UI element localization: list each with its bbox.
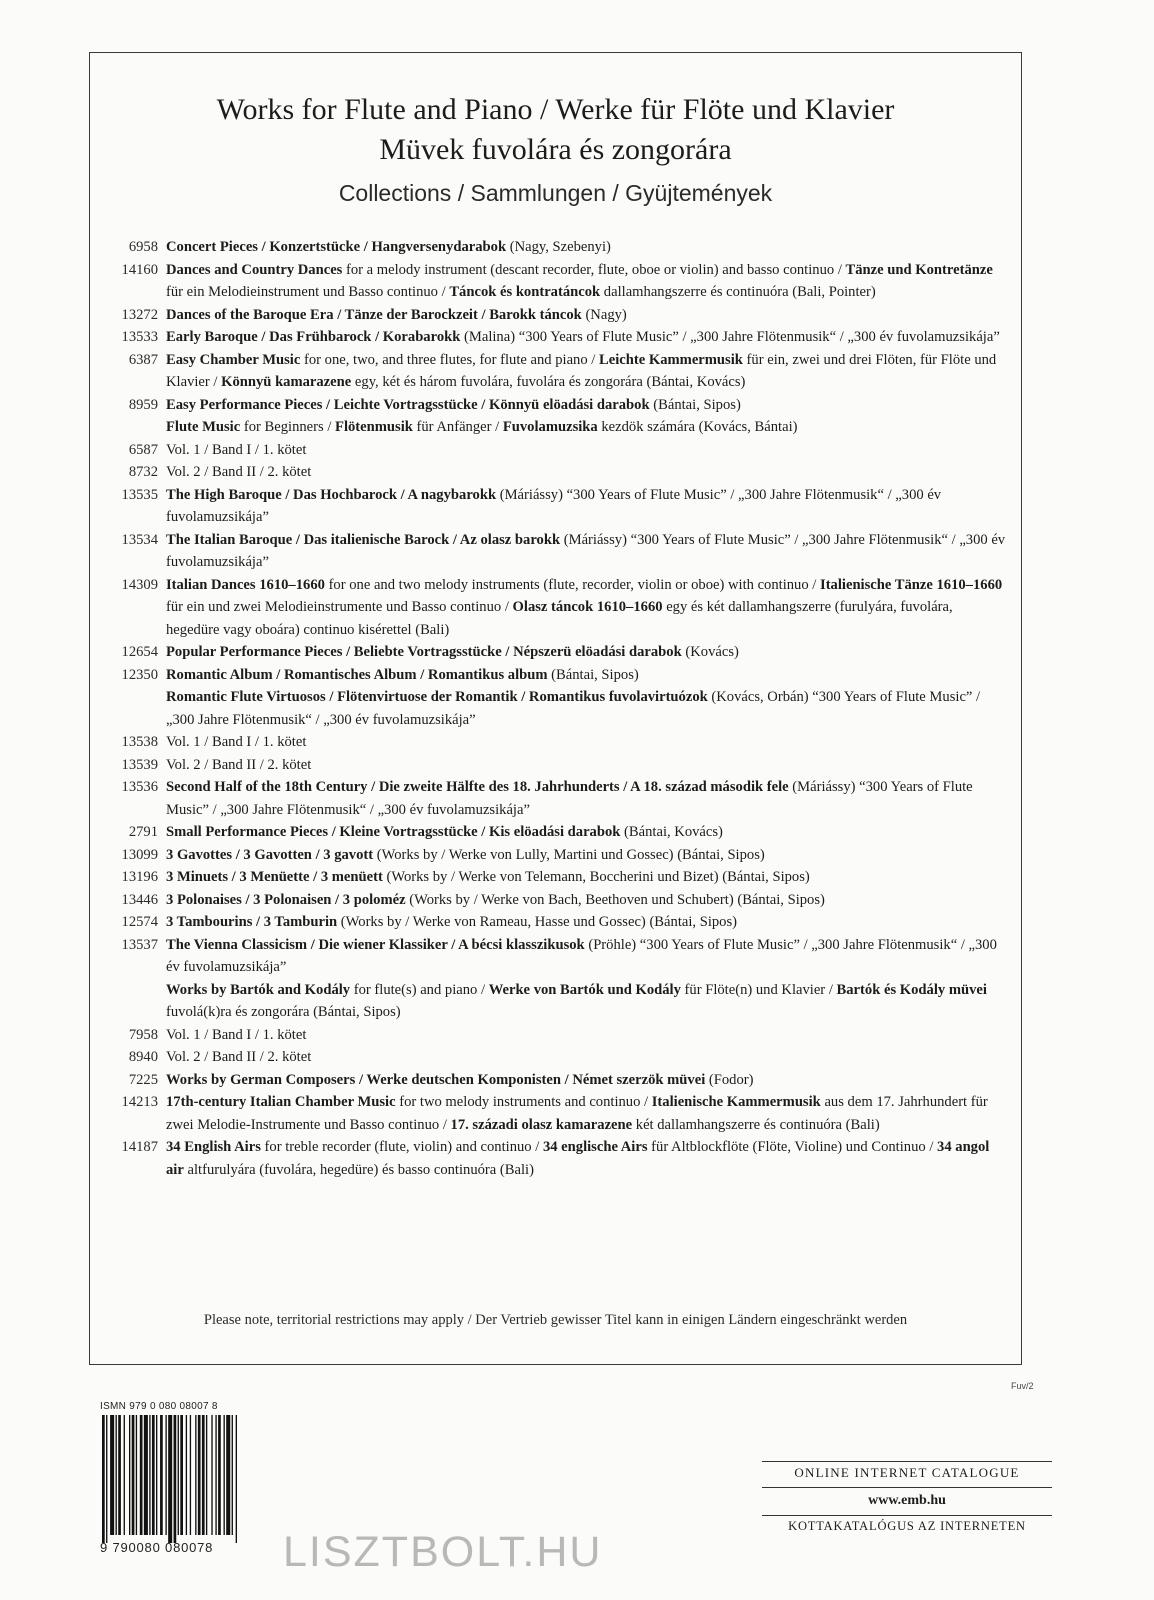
catalog-title [166,394,1006,417]
catalog-entry [90,1069,1021,1092]
title-detail: for one, two, and three flutes, for flute and piano / [300,351,600,368]
title-bold: Tänze und Kontretänze [845,261,993,278]
section-subtitle: Collections / Sammlungen / Gyüjtemények [338,180,773,206]
title-bold: 34 angol air [166,1139,990,1178]
online-catalogue-box [762,1461,1052,1537]
barcode-bar [129,1415,130,1535]
barcode-bar [136,1415,137,1535]
barcode-bar [178,1415,179,1535]
title-bold: Dances and Country Dances [166,261,343,278]
catalog-entry [90,889,1021,912]
title-detail: (Malina) “300 Years of Flute Music” / „300 Jahre Flötenmusik“ / „300 év fuvolamuzsikája” [460,329,1000,345]
barcode-bar [215,1415,216,1535]
title-bold: The Italian Baroque / Das italienische Barock / Az olasz barokk [166,531,561,548]
barcode-bar [186,1415,187,1535]
catalog-entry [90,416,1021,439]
barcode-bar [232,1415,233,1535]
title-detail: két dallamhangszerre és continuóra (Bali) [632,1116,880,1133]
barcode-bar [152,1415,155,1535]
title-detail: aus dem 17. Jahrhundert für zwei Melodie-Instrumente und Basso continuo / [166,1094,988,1133]
title-detail: (Bántai, Sipos) [649,396,741,413]
catalog-number: 7225 [128,1071,158,1088]
title-detail: (Máriássy) “300 Years of Flute Music” / „300 Jahre Flötenmusik“ / „300 év fuvolamuzsikája” [166,486,942,525]
catalog-title [166,326,1006,349]
barcode-bar [132,1415,135,1535]
watermark-text: LISZTBOLT.HU [283,1528,603,1576]
catalog-number: 13539 [121,756,158,773]
title-bold: Dances of the Baroque Era / Tänze der Barockzeit / Barokk táncok [166,306,582,323]
title-detail: (Bántai, Sipos) [547,666,639,683]
title-detail: für Anfänger / [412,419,503,435]
barcode-bar [236,1415,237,1543]
title-bold: Second Half of the 18th Century / Die zweite Hälfte des 18. Jahrhunderts / A 18. század második fele [166,779,789,795]
title-bold: The High Baroque / Das Hochbarock / A nagybarokk [166,486,497,503]
title-detail: fuvolá(k)ra és zongorára (Bántai, Sipos) [166,1004,401,1020]
product-code: Fuv/2 [1011,1381,1034,1391]
title-detail: (Nagy, Szebenyi) [506,239,611,255]
catalog-title [166,529,1006,574]
title-detail: egy, két és három fuvolára, fuvolára és zongorára (Bántai, Kovács) [351,374,746,390]
ismn-label: ISMN 979 0 080 08007 8 [100,1401,218,1412]
catalogue-url-link[interactable]: www.emb.hu [868,1493,946,1508]
title-bold: Leichte Kammermusik [599,351,743,368]
title-bold: Italian Dances 1610–1660 [166,576,325,593]
title-detail: (Nagy) [581,306,627,323]
catalog-number: 13099 [121,846,158,863]
catalog-title [166,776,1006,821]
title-bold: 17th-century Italian Chamber Music [166,1094,396,1110]
catalog-number: 14309 [121,576,158,593]
title-bold: 34 englische Airs [542,1139,648,1155]
catalog-number: 12654 [121,644,158,660]
catalog-title [166,461,1006,484]
barcode-bar [106,1415,107,1543]
title-detail: Vol. 1 / Band I / 1. kötet [166,1026,307,1043]
title-detail: für Flöte(n) und Klavier / [680,981,837,998]
title-detail: dallamhangszerre és continuóra (Bali, Pointer) [600,284,876,300]
barcode-bar [110,1415,114,1535]
barcode-bar [140,1415,143,1535]
title-bold: 17. századi olasz kamarazene [450,1116,633,1133]
catalog-entry [90,304,1021,327]
catalog-number: 6587 [128,441,158,458]
catalog-entry [90,934,1021,979]
catalog-number: 13196 [121,869,158,885]
catalog-entry [90,439,1021,462]
title-bold: Flötenmusik [335,419,413,435]
catalog-entry [90,776,1021,821]
title-bold: Könnyü kamarazene [221,374,352,390]
title-detail: Vol. 2 / Band II / 2. kötet [166,464,312,480]
catalog-entry [90,664,1021,687]
barcode-bar [224,1415,225,1535]
catalog-entry [90,731,1021,754]
catalog-entry [90,1024,1021,1047]
catalog-entry [90,349,1021,394]
title-bold: 3 Minuets / 3 Menüette / 3 menüett [166,869,383,885]
title-detail: (Máriássy) “300 Years of Flute Music” / „300 Jahre Flötenmusik“ / „300 év fuvolamuzsikája” [166,779,973,818]
catalog-title [166,304,1006,327]
catalog-title [166,911,1006,934]
barcode-bar [190,1415,191,1535]
catalog-title [166,416,1006,439]
catalog-number: 14213 [121,1094,158,1110]
catalog-title [166,889,1006,912]
catalog-title [166,1046,1006,1069]
title-bold: 3 Gavottes / 3 Gavotten / 3 gavott [166,846,374,863]
barcode-bar [198,1415,201,1535]
catalog-number: 13534 [121,531,158,548]
title-detail: kezdök számára (Kovács, Bántai) [597,419,798,435]
title-bold: Small Performance Pieces / Kleine Vortragsstücke / Kis elöadási darabok [166,824,621,840]
barcode-bar [168,1415,172,1543]
catalog-entry [90,844,1021,867]
title-detail: egy és két dallamhangszerre (furulyára, fuvolára, hegedüre vagy oboára) continuo kisérettel (Bali) [166,599,953,638]
catalog-title [166,439,1006,462]
barcode-bar [118,1415,121,1535]
title-bold: Romantic Album / Romantisches Album / Romantikus album [166,666,548,683]
catalog-number: 12574 [121,914,158,930]
catalog-title [166,844,1006,867]
title-detail: (Kovács, Orbán) “300 Years of Flute Music” / „300 Jahre Flötenmusik“ / „300 év fuvolamuzsikája” [166,689,981,728]
territorial-note: Please note, territorial restrictions may apply / Der Vertrieb gewisser Titel kann in einigen Ländern eingeschränkt werden [203,1312,908,1328]
title-bold: Works by German Composers / Werke deutschen Komponisten / Német szerzök müvei [166,1071,706,1088]
catalog-entry [90,641,1021,664]
title-bold: Easy Chamber Music [166,351,301,368]
catalog-number: 13272 [121,306,158,323]
catalog-entry [90,574,1021,642]
title-bold: Popular Performance Pieces / Beliebte Vortragsstücke / Népszerü elöadási darabok [166,644,682,660]
title-detail: Vol. 2 / Band II / 2. kötet [166,756,312,773]
title-bold: Flute Music [166,419,241,435]
title-detail: für ein und zwei Melodieinstrumente und Basso continuo / [166,599,513,615]
barcode-bar [211,1415,212,1535]
catalog-number: 12350 [121,666,158,683]
catalog-entry [90,866,1021,889]
title-detail: (Bántai, Kovács) [620,824,723,840]
title-bold: Concert Pieces / Konzertstücke / Hangversenydarabok [166,239,507,255]
catalog-number: 2791 [128,824,158,840]
title-bold: 3 Polonaises / 3 Polonaisen / 3 poloméz [166,891,406,908]
catalog-title [166,1091,1006,1136]
catalog-title [166,574,1006,642]
catalog-title [166,236,1006,259]
catalog-number: 8940 [128,1049,158,1065]
barcode-bar [180,1415,183,1535]
barcode-bar [149,1415,150,1535]
catalog-title [166,1024,1006,1047]
catalog-title [166,754,1006,777]
catalog-entry [90,1046,1021,1069]
catalog-entry [90,484,1021,529]
catalog-number: 14160 [121,261,158,278]
catalog-title [166,934,1006,979]
catalog-entry [90,326,1021,349]
title-bold: Werke von Bartók und Kodály [488,981,681,998]
barcode-bar [165,1415,166,1535]
title-bold: Fuvolamuzsika [502,419,598,435]
title-bold: Early Baroque / Das Frühbarock / Korabarokk [166,329,461,345]
catalog-number: 8732 [128,464,158,480]
title-detail: for treble recorder (flute, violin) and continuo / [260,1139,543,1155]
title-bold: The Vienna Classicism / Die wiener Klassiker / A bécsi klasszikusok [166,936,585,953]
title-detail: (Máriássy) “300 Years of Flute Music” / „300 Jahre Flötenmusik“ / „300 év fuvolamuzsikája” [166,531,1006,570]
catalog-entry [90,911,1021,934]
catalog-title [166,1136,1006,1181]
title-bold: Bartók és Kodály müvei [836,981,987,998]
title-detail: (Fodor) [705,1071,754,1088]
catalog-entry [90,1091,1021,1136]
title-detail: for flute(s) and piano / [350,981,489,998]
catalog-entry [90,529,1021,574]
catalog-entry [90,259,1021,304]
title-detail: for a melody instrument (descant recorder, flute, oboe or violin) and basso continuo / [342,261,846,278]
page-title: Works for Flute and Piano / Werke für Flöte und Klavier [216,93,895,126]
catalog-title [166,484,1006,529]
title-bold: 34 English Airs [166,1139,261,1155]
page-title-hungarian: Müvek fuvolára és zongorára [379,133,732,166]
catalog-title [166,349,1006,394]
title-detail: (Works by / Werke von Bach, Beethoven und Schubert) (Bántai, Sipos) [405,891,825,908]
title-detail: for one and two melody instruments (flute, recorder, violin or oboe) with continuo / [324,576,821,593]
title-bold: Táncok és kontratáncok [449,284,601,300]
barcode-bar [144,1415,148,1535]
catalog-list [90,236,1021,1181]
catalog-entry [90,461,1021,484]
catalog-entry [90,754,1021,777]
title-detail: (Works by / Werke von Telemann, Boccherini und Bizet) (Bántai, Sipos) [382,869,810,885]
barcode-bar [116,1415,117,1535]
title-bold: Olasz táncok 1610–1660 [512,599,663,615]
catalog-title [166,866,1006,889]
barcode-bar [218,1415,221,1535]
title-detail: (Pröhle) “300 Years of Flute Music” / „300 Jahre Flötenmusik“ / „300 év fuvolamuzsikája” [166,936,997,975]
catalog-title [166,259,1006,304]
catalog-number: 13535 [121,486,158,503]
catalog-number: 14187 [121,1139,158,1155]
catalog-title [166,664,1006,687]
catalog-entry [90,236,1021,259]
barcode-bar [202,1415,205,1535]
title-detail: Vol. 2 / Band II / 2. kötet [166,1049,312,1065]
catalog-number: 6387 [128,351,158,368]
title-detail: für ein Melodieinstrument und Basso continuo / [166,284,450,300]
catalogue-subheading: KOTTAKATALÓGUS AZ INTERNETEN [788,1519,1026,1533]
catalog-title [166,979,1006,1024]
title-detail: for two melody instruments and continuo / [395,1094,652,1110]
catalog-number: 13537 [121,936,158,953]
catalog-entry [90,979,1021,1024]
catalog-entry [90,821,1021,844]
catalog-title [166,1069,1006,1092]
barcode-bar [156,1415,157,1535]
catalog-number: 13446 [121,891,158,908]
title-bold: 3 Tambourins / 3 Tamburin [166,914,338,930]
title-detail: altfurulyára (fuvolára, hegedüre) és basso continuóra (Bali) [183,1161,534,1178]
title-detail: (Kovács) [681,644,739,660]
catalog-entry [90,686,1021,731]
catalog-title [166,641,1006,664]
barcode-bar [195,1415,196,1535]
catalog-number: 13533 [121,329,158,345]
barcode-bar [160,1415,163,1535]
title-detail: for Beginners / [240,419,336,435]
title-detail: für Altblockflöte (Flöte, Violine) und Continuo / [647,1139,938,1155]
barcode-bar [124,1415,125,1535]
catalog-number: 13538 [121,734,158,750]
catalog-entry [90,1136,1021,1181]
barcode-bar [226,1415,230,1535]
barcode-bar [174,1415,177,1543]
title-bold: Romantic Flute Virtuosos / Flötenvirtuose der Romantik / Romantikus fuvolavirtuózok [166,689,708,705]
title-bold: Italienische Kammermusik [651,1094,821,1110]
title-detail: Vol. 1 / Band I / 1. kötet [166,441,307,458]
title-detail: für ein, zwei und drei Flöten, für Flöte und Klavier / [166,351,997,390]
title-detail: (Works by / Werke von Rameau, Hasse und Gossec) (Bántai, Sipos) [337,914,738,930]
catalog-number: 8959 [128,396,158,413]
catalog-frame [89,52,1022,1365]
catalog-number: 13536 [121,779,158,795]
title-detail: Vol. 1 / Band I / 1. kötet [166,734,307,750]
catalog-entry [90,394,1021,417]
title-detail: (Works by / Werke von Lully, Martini und Gossec) (Bántai, Sipos) [373,846,765,863]
catalog-number: 7958 [128,1026,158,1043]
barcode-number: 9 790080 080078 [100,1540,214,1555]
catalog-title [166,821,1006,844]
title-bold: Easy Performance Pieces / Leichte Vortragsstücke / Könnyü elöadási darabok [166,396,650,413]
title-bold: Italienische Tänze 1610–1660 [820,576,1003,593]
catalog-number: 6958 [128,239,158,255]
barcode-bar [102,1415,105,1543]
catalogue-heading: ONLINE INTERNET CATALOGUE [794,1465,1020,1480]
barcode-bar [206,1415,207,1535]
barcode-image [100,1415,295,1543]
catalog-title [166,686,1006,731]
title-bold: Works by Bartók and Kodály [166,981,351,998]
catalog-title [166,731,1006,754]
